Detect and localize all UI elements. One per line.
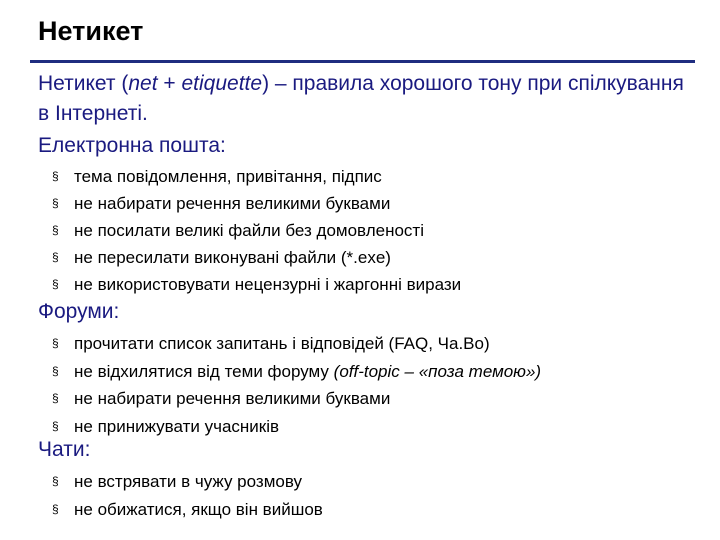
- offtopic-note: (off-topic – «поза темою»): [333, 361, 542, 381]
- bullet-icon: §: [52, 277, 59, 291]
- list-item: [52, 244, 461, 271]
- page-title: Нетикет: [38, 16, 144, 46]
- list-item-text: не пересилати виконувані файли (*.exe): [74, 248, 391, 267]
- list-item: [52, 468, 323, 496]
- bullet-icon: §: [52, 250, 59, 264]
- list-item-text: прочитати список запитань і відповідей (FAQ, Ча.Во): [74, 334, 490, 353]
- intro-net: net: [128, 72, 158, 95]
- email-list: [52, 163, 461, 298]
- list-item-text: не встрявати в чужу розмову: [74, 472, 302, 491]
- intro-open-paren: (: [115, 72, 129, 95]
- list-item-text: не використовувати нецензурні і жаргонні вирази: [74, 275, 462, 294]
- bullet-icon: §: [52, 363, 59, 378]
- list-item-text: тема повідомлення, привітання, підпис: [74, 167, 382, 186]
- list-item: [52, 271, 461, 298]
- list-item: [52, 385, 541, 413]
- bullet-icon: §: [52, 391, 59, 405]
- bullet-icon: §: [52, 223, 59, 237]
- intro-etiquette: etiquette: [181, 72, 263, 95]
- bullet-icon: §: [52, 196, 59, 210]
- list-item-text: не обижатися, якщо він вийшов: [74, 499, 323, 519]
- list-item: [52, 413, 541, 441]
- list-item: [52, 190, 461, 217]
- title-underline: [30, 60, 695, 63]
- list-item: [52, 163, 461, 190]
- intro-definition: [38, 69, 698, 129]
- list-item-text: не принижувати учасників: [74, 416, 280, 436]
- forums-heading: Форуми:: [38, 300, 120, 323]
- intro-term: Нетикет: [38, 72, 116, 95]
- list-item: [52, 217, 461, 244]
- chats-list: [52, 468, 323, 523]
- list-item-text: не набирати речення великими буквами: [74, 389, 391, 408]
- bullet-icon: §: [52, 169, 59, 183]
- list-item: [52, 358, 541, 386]
- email-heading: Електронна пошта:: [38, 134, 226, 157]
- intro-rest: ) – правила хорошого тону при спілкування в Інтернеті.: [38, 72, 684, 125]
- intro-plus: +: [157, 72, 182, 95]
- list-item-text: не відхилятися від теми форуму: [74, 361, 334, 381]
- bullet-icon: §: [52, 501, 59, 516]
- list-item: [52, 496, 323, 524]
- bullet-icon: §: [52, 336, 59, 350]
- list-item-text: не набирати речення великими буквами: [74, 194, 391, 213]
- list-item-text: не посилати великі файли без домовленості: [74, 221, 424, 240]
- bullet-icon: §: [52, 418, 59, 433]
- chats-heading: Чати:: [38, 438, 91, 461]
- list-item: [52, 330, 541, 358]
- forums-list: [52, 330, 541, 440]
- bullet-icon: §: [52, 474, 59, 488]
